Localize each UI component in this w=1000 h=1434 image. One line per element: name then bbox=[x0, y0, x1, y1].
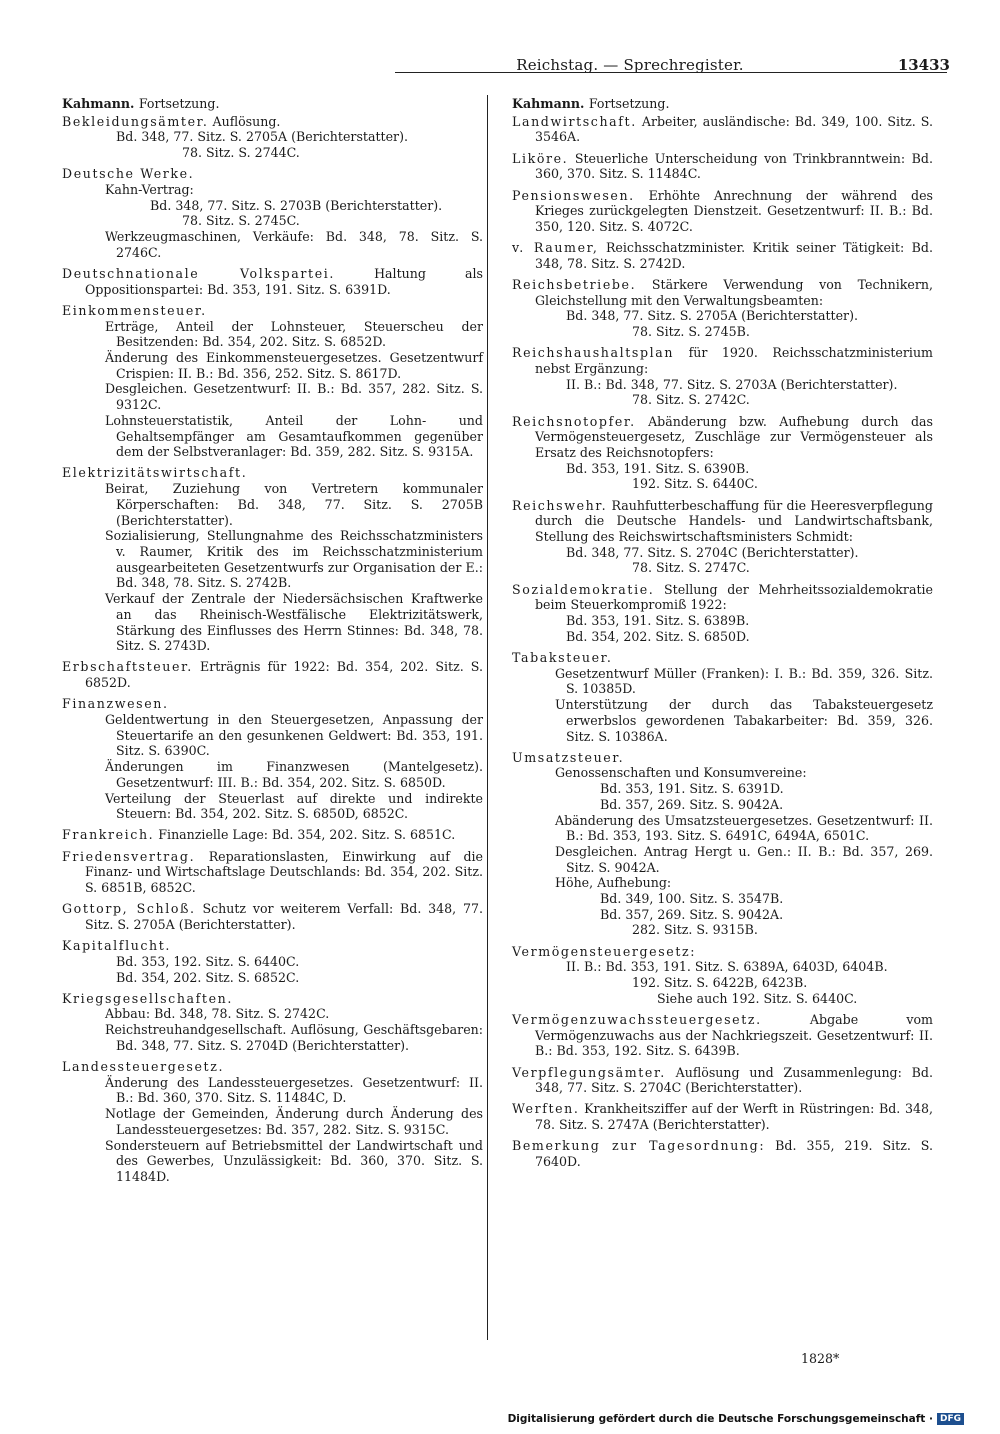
column-divider bbox=[487, 95, 488, 1340]
entry-text: Stärkere Verwendung von Technikern, Gleichstellung mit den Verwaltungsbeamten: bbox=[535, 277, 933, 308]
entry-subitem: Desgleichen. Antrag Hergt u. Gen.: II. B.: Bd. 357, 269. Sitz. S. 9042A. bbox=[555, 843, 933, 875]
right-column bbox=[512, 96, 933, 1175]
entry-keyword: Verpflegungsämter. bbox=[512, 1064, 666, 1080]
entry-main bbox=[512, 240, 933, 271]
entry-subitem: Änderung des Landessteuergesetzes. Gesetzentwurf: II. B.: Bd. 360, 370. Sitz. S. 11484C, D. bbox=[105, 1074, 483, 1106]
entry-main bbox=[512, 114, 933, 145]
entry-keyword: Einkommensteuer. bbox=[62, 302, 207, 318]
entry-text: Auflösung. bbox=[212, 113, 281, 129]
entry-subitem: Sozialisierung, Stellungnahme des Reichsschatzministers v. Raumer, Kritik des im Reichsschatzministerium ausgearbeiteten Gesetzentwurfs zur Organisation der E.: Bd. 348, 78. Sitz. S. 2742B. bbox=[105, 528, 483, 591]
register-entry bbox=[512, 1065, 933, 1096]
entry-main bbox=[512, 414, 933, 461]
register-entry bbox=[512, 188, 933, 235]
page-number: 13433 bbox=[897, 56, 950, 74]
entry-subitem: Bd. 353, 191. Sitz. S. 6391D. bbox=[600, 781, 784, 797]
speaker-name: Kahmann. bbox=[62, 96, 135, 111]
entry-text: Reichsschatzminister. Kritik seiner Tätigkeit: Bd. 348, 78. Sitz. S. 2742D. bbox=[535, 240, 933, 271]
entry-subitem: Änderung des Einkommensteuergesetzes. Gesetzentwurf Crispien: II. B.: Bd. 356, 252. Sitz. S. 8617D. bbox=[105, 350, 483, 381]
register-entry bbox=[62, 696, 483, 822]
entry-text: Bd. 355, 219. Sitz. S. 7640D. bbox=[535, 1138, 933, 1170]
entry-main bbox=[62, 303, 483, 319]
entry-keyword: Vermögensteuergesetz: bbox=[512, 943, 697, 959]
entry-keyword: Bemerkung zur Tagesordnung: bbox=[512, 1138, 766, 1154]
entry-main bbox=[62, 901, 483, 932]
entry-reference: Bd. 348, 77. Sitz. S. 2705A (Berichterstatter). bbox=[566, 308, 858, 324]
entry-keyword: Deutsche Werke. bbox=[62, 166, 195, 182]
register-entry bbox=[512, 1101, 933, 1132]
credit-text: Digitalisierung gefördert durch die Deutsche Forschungsgemeinschaft · bbox=[507, 1413, 933, 1425]
entry-subitem: Genossenschaften und Konsumvereine: bbox=[555, 765, 807, 781]
entry-subitem: Bd. 357, 269. Sitz. S. 9042A. bbox=[600, 796, 784, 812]
entry-text: Erträgnis für 1922: Bd. 354, 202. Sitz. S. 6852D. bbox=[85, 659, 483, 691]
entry-subitem: Geldentwertung in den Steuergesetzen, Anpassung der Steuertarife an den gesunkenen Geldwert: Bd. 353, 191. Sitz. S. 6390C. bbox=[105, 712, 483, 759]
entry-reference: Bd. 348, 77. Sitz. S. 2704C (Berichterstatter). bbox=[566, 544, 859, 560]
entry-text: Rauhfutterbeschaffung für die Heeresverpflegung durch die Deutsche Handels- und Landwirtschaftsbank, Stellung des Reichswirtschaftsministers Schmidt: bbox=[535, 497, 933, 545]
entry-subitem: 78. Sitz. S. 2745C. bbox=[182, 213, 300, 229]
register-entry bbox=[62, 659, 483, 690]
speaker-heading bbox=[512, 96, 933, 112]
entry-main bbox=[62, 1059, 483, 1075]
entry-reference: II. B.: Bd. 348, 77. Sitz. S. 2703A (Berichterstatter). bbox=[566, 376, 898, 392]
entry-keyword: Pensionswesen. bbox=[512, 187, 635, 203]
entry-main bbox=[62, 659, 483, 690]
entry-reference: Bd. 354, 202. Sitz. S. 6850D. bbox=[566, 628, 750, 644]
entry-main bbox=[512, 650, 933, 666]
entry-keyword: Umsatzsteuer. bbox=[512, 749, 625, 765]
entry-main bbox=[62, 938, 483, 954]
printer-signature: 1828* bbox=[801, 1351, 840, 1366]
entry-subitem: 282. Sitz. S. 9315B. bbox=[632, 922, 758, 938]
entry-subitem: Gesetzentwurf Müller (Franken): I. B.: Bd. 359, 326. Sitz. S. 10385D. bbox=[555, 665, 933, 697]
entry-subitem: Verkauf der Zentrale der Niedersächsischen Kraftwerke an das Rheinisch-Westfälische Elektrizitätswerk, Stärkung des Einflusses des Herrn Stinnes: Bd. 348, 78. Sitz. S. 2743D. bbox=[105, 591, 483, 654]
entry-keyword: Landwirtschaft. bbox=[512, 113, 637, 129]
entry-main bbox=[512, 151, 933, 182]
entry-text: Krankheitsziffer auf der Werft in Rüstringen: Bd. 348, 78. Sitz. S. 2747A (Berichterstatter). bbox=[535, 1101, 933, 1133]
entry-reference: 192. Sitz. S. 6422B, 6423B. bbox=[632, 975, 808, 991]
entry-keyword: Frankreich. bbox=[62, 827, 155, 843]
entry-text: Arbeiter, ausländische: Bd. 349, 100. Sitz. S. 3546A. bbox=[535, 113, 933, 145]
entry-keyword: Reichsbetriebe. bbox=[512, 277, 637, 293]
register-entry bbox=[62, 901, 483, 932]
entry-subitem: Notlage der Gemeinden, Änderung durch Änderung des Landessteuergesetzes: Bd. 357, 282. Sitz. S. 9315C. bbox=[105, 1106, 483, 1137]
register-entry bbox=[62, 266, 483, 297]
entry-reference: Bd. 353, 192. Sitz. S. 6440C. bbox=[116, 953, 300, 969]
entry-keyword: Kriegsgesellschaften. bbox=[62, 990, 233, 1006]
entry-text: Stellung der Mehrheitssozialdemokratie beim Steuerkompromiß 1922: bbox=[535, 581, 933, 613]
speaker-name: Kahmann. bbox=[512, 96, 585, 111]
entry-keyword: Sozialdemokratie. bbox=[512, 581, 655, 597]
register-entry bbox=[62, 849, 483, 896]
entry-reference: Bd. 348, 77. Sitz. S. 2705A (Berichterstatter). bbox=[116, 129, 408, 145]
digitization-credit bbox=[508, 1413, 964, 1425]
entry-main bbox=[512, 582, 933, 613]
speaker-heading bbox=[62, 96, 483, 112]
entry-main bbox=[62, 266, 483, 297]
entry-main bbox=[62, 166, 483, 182]
entry-text: Auflösung und Zusammenlegung: Bd. 348, 77. Sitz. S. 2704C (Berichterstatter). bbox=[535, 1064, 933, 1096]
entry-subitem: Verteilung der Steuerlast auf direkte und indirekte Steuern: Bd. 354, 202. Sitz. S. 6850D, 6852C. bbox=[105, 790, 483, 822]
entry-text: Finanzielle Lage: Bd. 354, 202. Sitz. S. 6851C. bbox=[158, 827, 456, 843]
entry-keyword: Erbschaftsteuer. bbox=[62, 659, 193, 675]
register-entry bbox=[512, 240, 933, 271]
header-rule bbox=[395, 72, 947, 73]
entry-reference: Bd. 353, 191. Sitz. S. 6389B. bbox=[566, 613, 750, 629]
entry-subitem: Erträge, Anteil der Lohnsteuer, Steuerscheu der Besitzenden: Bd. 354, 202. Sitz. S. 6852D. bbox=[105, 318, 483, 350]
entry-keyword: Werften. bbox=[512, 1101, 580, 1117]
entry-subitem: Änderungen im Finanzwesen (Mantelgesetz). Gesetzentwurf: III. B.: Bd. 354, 202. Sitz. S. 6850D. bbox=[105, 759, 483, 790]
register-entry bbox=[62, 1059, 483, 1185]
entry-keyword: v. Raumer, bbox=[512, 240, 599, 256]
entry-subitem: Bd. 349, 100. Sitz. S. 3547B. bbox=[600, 891, 784, 907]
entry-main bbox=[512, 1138, 933, 1169]
left-column bbox=[62, 96, 483, 1190]
register-entry bbox=[512, 151, 933, 182]
register-entry bbox=[512, 582, 933, 645]
entry-reference: 78. Sitz. S. 2742C. bbox=[632, 392, 750, 408]
entry-keyword: Reichswehr. bbox=[512, 497, 608, 513]
entry-subitem: Unterstützung der durch das Tabaksteuergesetz erwerbslos gewordenen Tabakarbeiter: Bd. 359, 326. Sitz. S. 10386A. bbox=[555, 697, 933, 744]
entry-text: Schutz vor weiterem Verfall: Bd. 348, 77. Sitz. S. 2705A (Berichterstatter). bbox=[85, 901, 483, 932]
entry-reference: 78. Sitz. S. 2745B. bbox=[632, 324, 750, 340]
entry-keyword: Reichsnotopfer. bbox=[512, 413, 636, 429]
entry-subitem: Sondersteuern auf Betriebsmittel der Landwirtschaft und des Gewerbes, Unzulässigkeit: Bd. 360, 370. Sitz. S. 11484D. bbox=[105, 1137, 483, 1184]
entry-subitem: Bd. 357, 269. Sitz. S. 9042A. bbox=[600, 906, 784, 922]
register-entry bbox=[512, 1138, 933, 1169]
continuation-label: Fortsetzung. bbox=[138, 96, 220, 111]
entry-keyword: Landessteuergesetz. bbox=[62, 1059, 225, 1075]
entry-reference: 192. Sitz. S. 6440C. bbox=[632, 476, 758, 492]
entry-reference: 78. Sitz. S. 2744C. bbox=[182, 145, 300, 161]
entry-text: Abänderung bzw. Aufhebung durch das Vermögensteuergesetz, Zuschläge zur Vermögensteuer als Ersatz des Reichsnotopfers: bbox=[535, 413, 933, 461]
register-entry bbox=[512, 1012, 933, 1059]
register-entry bbox=[512, 650, 933, 744]
entry-keyword: Liköre. bbox=[512, 150, 569, 166]
entry-keyword: Elektrizitätswirtschaft. bbox=[62, 465, 248, 481]
register-entry bbox=[62, 938, 483, 985]
entry-text: Steuerliche Unterscheidung von Trinkbranntwein: Bd. 360, 370. Sitz. S. 11484C. bbox=[535, 150, 933, 182]
entry-text: Reparationslasten, Einwirkung auf die Finanz- und Wirtschaftslage Deutschlands: Bd. 354, 202. Sitz. S. 6851B, 6852C. bbox=[85, 848, 483, 896]
entry-subitem: Desgleichen. Gesetzentwurf: II. B.: Bd. 357, 282. Sitz. S. 9312C. bbox=[105, 381, 483, 413]
entry-subitem: Reichstreuhandgesellschaft. Auflösung, Geschäftsgebaren: Bd. 348, 77. Sitz. S. 2704D (Berichterstatter). bbox=[105, 1022, 483, 1053]
entry-subitem: Abänderung des Umsatzsteuergesetzes. Gesetzentwurf: II. B.: Bd. 353, 193. Sitz. S. 6491C, 6494A, 6501C. bbox=[555, 812, 933, 844]
dfg-logo-icon: DFG bbox=[937, 1413, 964, 1425]
entry-main bbox=[512, 1065, 933, 1096]
entry-text: für 1920. Reichsschatzministerium nebst Ergänzung: bbox=[535, 345, 933, 377]
register-entry bbox=[512, 750, 933, 938]
entry-keyword: Finanzwesen. bbox=[62, 696, 169, 712]
entry-main bbox=[512, 1101, 933, 1132]
entry-keyword: Deutschnationale Volkspartei. bbox=[62, 266, 335, 282]
entry-main bbox=[62, 991, 483, 1007]
entry-keyword: Reichshaushaltsplan bbox=[512, 345, 675, 361]
entry-reference: Bd. 354, 202. Sitz. S. 6852C. bbox=[116, 969, 300, 985]
entry-subitem: Kahn-Vertrag: bbox=[105, 182, 194, 198]
register-entry bbox=[62, 114, 483, 161]
entry-subitem: Abbau: Bd. 348, 78. Sitz. S. 2742C. bbox=[105, 1006, 330, 1022]
entry-main bbox=[62, 465, 483, 481]
entry-main bbox=[62, 849, 483, 896]
register-entry bbox=[62, 166, 483, 260]
entry-main bbox=[512, 498, 933, 545]
entry-main bbox=[62, 114, 483, 130]
entry-keyword: Tabaksteuer. bbox=[512, 650, 613, 665]
register-entry bbox=[512, 277, 933, 340]
entry-reference: Bd. 353, 191. Sitz. S. 6390B. bbox=[566, 460, 750, 476]
entry-reference: 78. Sitz. S. 2747C. bbox=[632, 560, 750, 576]
entry-main bbox=[512, 188, 933, 235]
entry-main bbox=[62, 696, 483, 712]
register-entry bbox=[512, 114, 933, 145]
register-entry bbox=[62, 827, 483, 843]
entry-main bbox=[512, 345, 933, 376]
register-entry bbox=[512, 414, 933, 493]
entry-subitem: Werkzeugmaschinen, Verkäufe: Bd. 348, 78. Sitz. S. 2746C. bbox=[105, 229, 483, 260]
entry-text: Haltung als Oppositionspartei: Bd. 353, 191. Sitz. S. 6391D. bbox=[85, 266, 483, 297]
entry-main bbox=[512, 277, 933, 308]
register-entry bbox=[512, 345, 933, 408]
entry-keyword: Bekleidungsämter. bbox=[62, 113, 209, 129]
entry-main bbox=[512, 944, 933, 960]
entry-reference: Siehe auch 192. Sitz. S. 6440C. bbox=[657, 990, 858, 1006]
entry-keyword: Gottorp, Schloß. bbox=[62, 901, 196, 917]
entry-keyword: Vermögenzuwachssteuergesetz. bbox=[512, 1011, 762, 1027]
continuation-label: Fortsetzung. bbox=[588, 96, 670, 111]
entry-text: Erhöhte Anrechnung der während des Krieges zurückgelegten Dienstzeit. Gesetzentwurf: II. B.: Bd. 350, 120. Sitz. S. 4072C. bbox=[535, 187, 933, 234]
entry-reference: II. B.: Bd. 353, 191. Sitz. S. 6389A, 6403D, 6404B. bbox=[566, 959, 888, 975]
register-entry bbox=[512, 498, 933, 577]
entry-subitem: Bd. 348, 77. Sitz. S. 2703B (Berichterstatter). bbox=[150, 197, 443, 213]
entry-keyword: Friedensvertrag. bbox=[62, 848, 196, 864]
entry-subitem: Lohnsteuerstatistik, Anteil der Lohn- und Gehaltsempfänger am Gesamtaufkommen gegenüber dem der Selbstveranlager: Bd. 359, 282. Sitz. S. 9315A. bbox=[105, 412, 483, 460]
register-entry bbox=[62, 465, 483, 653]
entry-keyword: Kapitalflucht. bbox=[62, 938, 172, 954]
entry-text: Abgabe vom Vermögenzuwachs aus der Nachkriegszeit. Gesetzentwurf: II. B.: Bd. 353, 192. Sitz. S. 6439B. bbox=[535, 1011, 933, 1059]
running-header-title: Reichstag. — Sprechregister. bbox=[516, 56, 744, 74]
entry-main bbox=[512, 750, 933, 766]
entry-main bbox=[512, 1012, 933, 1059]
register-entry bbox=[62, 991, 483, 1054]
entry-subitem: Beirat, Zuziehung von Vertretern kommunaler Körperschaften: Bd. 348, 77. Sitz. S. 2705B (Berichterstatter). bbox=[105, 481, 483, 528]
entry-main bbox=[62, 827, 483, 843]
register-entry bbox=[62, 303, 483, 460]
entry-subitem: Höhe, Aufhebung: bbox=[555, 875, 672, 891]
register-entry bbox=[512, 944, 933, 1007]
